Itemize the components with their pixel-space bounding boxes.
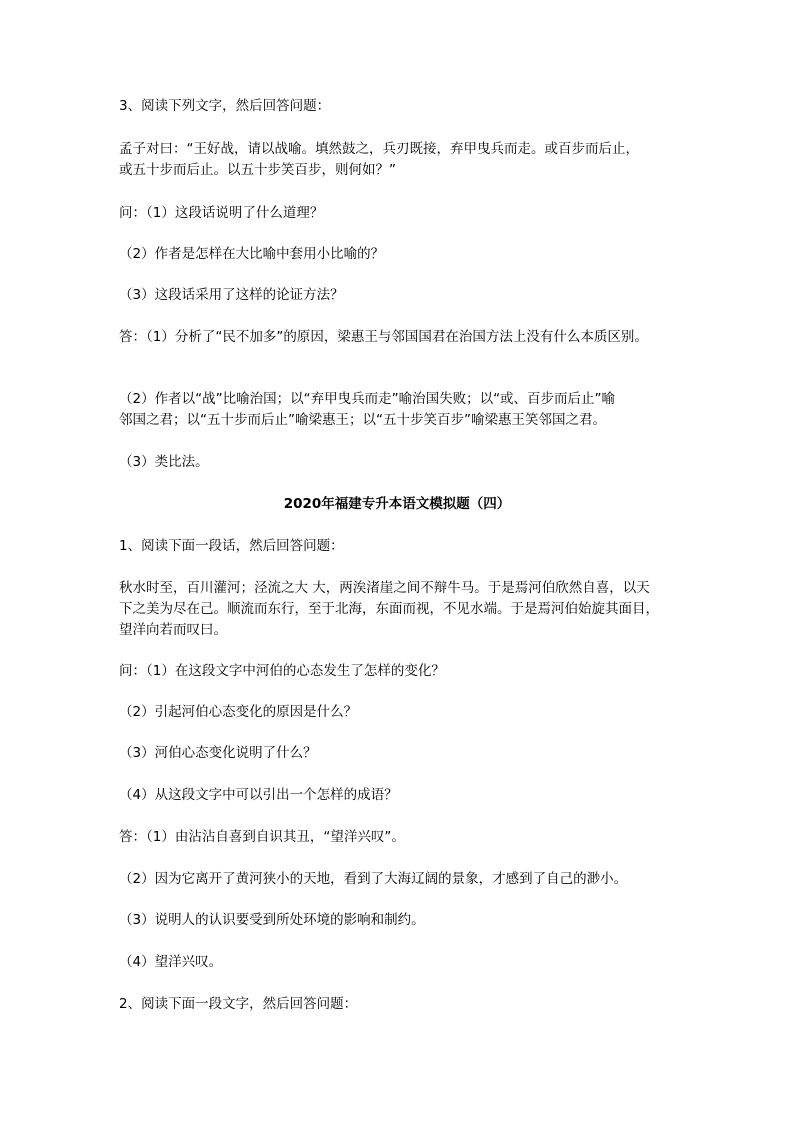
- part1-question-3: （3）河伯心态变化说明了什么？: [119, 745, 317, 761]
- section3-passage-line-2: 或五十步而后止。以五十步笑百步，则何如？”: [119, 162, 396, 178]
- part1-heading: 1、阅读下面一段话，然后回答问题：: [119, 538, 344, 554]
- section3-passage-line-1: 孟子对曰：“王好战，请以战喻。填然鼓之，兵刃既接，弃甲曳兵而走。或百步而后止，: [119, 141, 639, 157]
- section-title: 2020年福建专升本语文模拟题（四）: [283, 496, 511, 512]
- section3-question-2: （2）作者是怎样在大比喻中套用小比喻的？: [119, 246, 385, 262]
- part1-passage-line-2: 下之美为尽在己。顺流而东行，至于北海，东面而视，不见水端。于是焉河伯始旋其面目，: [119, 601, 659, 617]
- part1-passage-line-1: 秋水时至，百川灌河；泾流之大 大，两涘渚崖之间不辩牛马。于是焉河伯欣然自喜，以天: [119, 580, 650, 596]
- part1-question-4: （4）从这段文字中可以引出一个怎样的成语？: [119, 787, 398, 803]
- part1-question-1: 问：（1）在这段文字中河伯的心态发生了怎样的变化？: [119, 663, 445, 679]
- part1-passage-line-3: 望洋向若而叹曰。: [119, 622, 227, 638]
- part1-question-2: （2）引起河伯心态变化的原因是什么？: [119, 704, 358, 720]
- section3-heading: 3、阅读下列文字，然后回答问题：: [119, 98, 331, 114]
- part1-answer-4: （4）望洋兴叹。: [119, 954, 223, 970]
- part1-answer-1: 答：（1）由沾沾自喜到自识其丑，“望洋兴叹”。: [119, 829, 405, 845]
- section3-question-1: 问：（1）这段话说明了什么道理？: [119, 205, 324, 221]
- part1-answer-2: （2）因为它离开了黄河狭小的天地，看到了大海辽阔的景象，才感到了自己的渺小。: [119, 871, 628, 887]
- section3-answer-2-line-1: （2）作者以“战”比喻治国；以“弃甲曳兵而走”喻治国失败；以“或、百步而后止”喻: [119, 391, 616, 407]
- part1-answer-3: （3）说明人的认识要受到所处环境的影响和制约。: [119, 912, 425, 928]
- part2-heading: 2、阅读下面一段文字，然后回答问题：: [119, 996, 358, 1012]
- section3-answer-2-line-2: 邻国之君；以“五十步而后止”喻梁惠王；以“五十步笑百步”喻梁惠王笑邻国之君。: [119, 412, 606, 428]
- section3-answer-1: 答：（1）分析了“民不加多”的原因，梁惠王与邻国国君在治国方法上没有什么本质区别。: [119, 329, 648, 345]
- section3-question-3: （3）这段话采用了这样的论证方法？: [119, 287, 344, 303]
- section3-answer-3: （3）类比法。: [119, 454, 209, 470]
